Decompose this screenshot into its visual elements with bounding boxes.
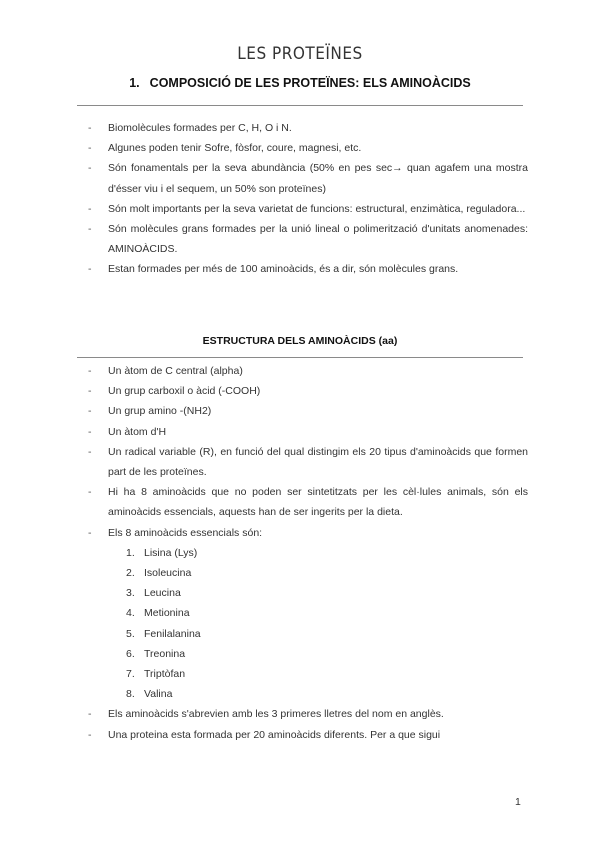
aminoacid-name: Valina [144,688,173,701]
list-item: - Un àtom de C central (alpha) [88,361,528,381]
aminoacid-name: Fenilalanina [144,627,201,640]
list-item: - Un àtom d'H [88,422,528,442]
list-item: - Un grup amino -(NH2) [88,401,528,421]
list-item: - Estan formades per més de 100 aminoàcids, és a dir, són molècules grans. [88,259,528,279]
item-number: 5. [126,627,135,640]
list-item: - Hi ha 8 aminoàcids que no poden ser sintetitzats per les cèl·lules animals, són els aminoàcids essencials, aquests han de ser ingerits per la dieta. [88,482,528,522]
list-item: - Una proteina esta formada per 20 aminoàcids diferents. Per a que sigui [88,725,528,745]
aminoacid-name: Isoleucina [144,567,192,580]
list-item: - Són molècules grans formades per la unió lineal o polimerització d'unitats anomenades: AMINOÀCIDS. [88,219,528,259]
page-number: 1 [515,796,521,808]
item-number: 1. [126,546,135,559]
aminoacid-name: Triptòfan [144,668,186,681]
item-number: 4. [126,607,135,620]
numbered-item [126,624,528,644]
section-1-heading-text: COMPOSICIÓ DE LES PROTEÏNES: ELS AMINOÀCIDS [149,76,471,90]
numbered-item [126,644,528,664]
list-item: - Són fonamentals per la seva abundància (50% en pes sec→ quan agafem una mostra d'ésser viu i el sequem, un 50% son proteïnes) [88,158,528,198]
divider-line [77,357,523,358]
list-item: - Un grup carboxil o àcid (-COOH) [88,381,528,401]
list-item: - Biomolècules formades per C, H, O i N. [88,118,528,138]
item-number: 3. [126,587,135,600]
document-title: LES PROTEÏNES [237,44,363,64]
aminoacid-name: Leucina [144,587,181,600]
aminoacid-name: Lisina (Lys) [144,546,198,559]
numbered-item [126,563,528,583]
essentials-intro: Els 8 aminoàcids essencials són: [108,526,263,539]
section-1-bullet-list [88,118,528,280]
essential-aminoacids-list [108,543,528,705]
list-item: - Els aminoàcids s'abrevien amb les 3 primeres lletres del nom en anglès. [88,704,528,724]
list-item: - Un radical variable (R), en funció del qual distingim els 20 tipus d'aminoàcids que formen part de les proteïnes. [88,442,528,482]
numbered-item [126,583,528,603]
item-number: 8. [126,688,135,701]
numbered-item [126,543,528,563]
item-number: 6. [126,647,135,660]
item-number: 2. [126,567,135,580]
essential-aminoacids-item [88,523,528,705]
section-2-bullet-list [88,361,528,745]
divider-line [77,105,523,106]
section-2-heading: ESTRUCTURA DELS AMINOÀCIDS (aa) [202,335,398,347]
list-item: - Són molt importants per la seva varietat de funcions: estructural, enzimàtica, reguladora... [88,199,528,219]
aminoacid-name: Metionina [144,607,190,620]
section-1-heading [0,76,600,90]
item-number: 7. [126,668,135,681]
numbered-item [126,684,528,704]
aminoacid-name: Treonina [144,647,186,660]
numbered-item [126,603,528,623]
list-item: - Algunes poden tenir Sofre, fòsfor, coure, magnesi, etc. [88,138,528,158]
section-1-number: 1. [129,76,140,90]
numbered-item [126,664,528,684]
